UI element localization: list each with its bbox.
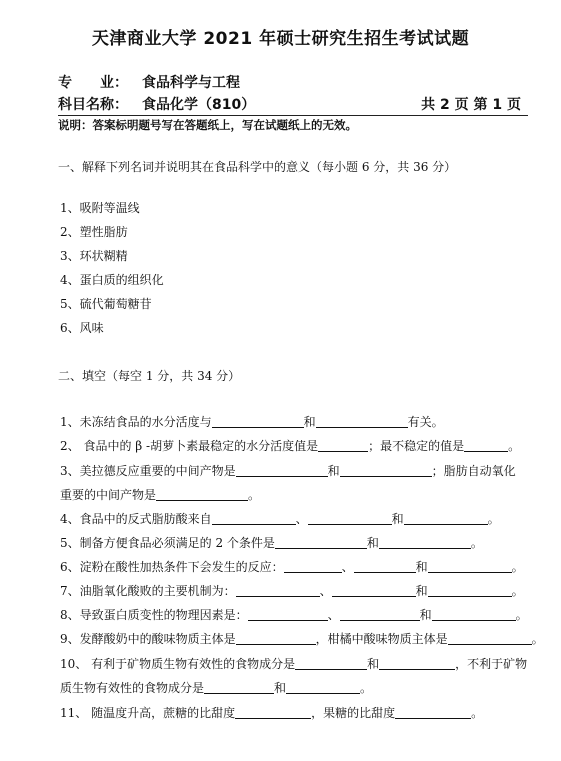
term-item: 4、蛋白质的组织化: [60, 273, 164, 287]
question-text: 。: [515, 608, 528, 622]
question-text: 和: [367, 657, 380, 671]
header-divider: [58, 115, 528, 116]
answer-blank: [236, 464, 328, 477]
page-info: 共 2 页 第 1 页: [421, 97, 521, 113]
question-text: ，柑橘中酸味物质主体是: [315, 632, 448, 646]
answer-blank: [404, 512, 488, 525]
term-item: 5、硫代葡萄糖苷: [60, 297, 152, 311]
question-text: 和: [419, 608, 432, 622]
fill-question-10-cont: [60, 679, 372, 696]
question-text: 11、 随温度升高，蔗糖的比甜度: [60, 706, 236, 720]
fill-question-11: [60, 704, 483, 721]
answer-blank: [428, 560, 512, 573]
answer-blank: [295, 657, 367, 670]
term-item: 3、环状糊精: [60, 249, 128, 263]
answer-blank: [275, 536, 367, 549]
fill-question-5: [60, 534, 483, 551]
answer-blank: [379, 657, 455, 670]
question-text: 质生物有效性的食物成分是: [60, 681, 205, 695]
subject-row: [58, 94, 255, 114]
question-text: 、: [327, 608, 340, 622]
answer-blank: [156, 488, 248, 501]
fill-question-4: [60, 510, 500, 527]
question-text: 。: [487, 512, 500, 526]
question-text: 。: [360, 681, 373, 695]
question-text: 和: [415, 584, 428, 598]
fill-question-7: [60, 582, 524, 599]
answer-blank: [432, 608, 516, 621]
answer-blank: [308, 512, 392, 525]
answer-blank: [248, 608, 328, 621]
question-text: 和: [303, 415, 316, 429]
term-item: 6、风味: [60, 321, 104, 335]
question-text: 和: [366, 536, 379, 550]
fill-question-8: [60, 606, 528, 623]
question-text: 8、导致蛋白质变性的物理因素是：: [60, 608, 248, 622]
subject-value: 食品化学（810）: [142, 97, 256, 113]
fill-question-9: [60, 630, 544, 647]
question-text: 5、制备方便食品必须满足的 2 个条件是: [60, 536, 275, 550]
fill-question-3-cont: [60, 486, 260, 503]
term-item: 2、塑性脂肪: [60, 225, 128, 239]
answer-blank: [318, 439, 368, 452]
answer-blank: [428, 584, 512, 597]
question-text: 有关。: [407, 415, 444, 429]
major-value: 食品科学与工程: [142, 75, 240, 91]
question-text: 7、油脂氧化酸败的主要机制为：: [60, 584, 236, 598]
question-text: 1、未冻结食品的水分活度与: [60, 415, 212, 429]
question-text: 、: [319, 584, 332, 598]
subject-label: 科目名称：: [58, 97, 128, 113]
answer-blank: [395, 706, 471, 719]
fill-question-3: [60, 462, 516, 479]
question-text: 和: [415, 560, 428, 574]
answer-blank: [448, 632, 532, 645]
instruction-note: 说明：答案标明题号写在答题纸上，写在试题纸上的无效。: [58, 118, 357, 132]
answer-blank: [354, 560, 416, 573]
question-text: 10、 有利于矿物质生物有效性的食物成分是: [60, 657, 296, 671]
question-text: 和: [391, 512, 404, 526]
question-text: 9、发酵酸奶中的酸味物质主体是: [60, 632, 236, 646]
answer-blank: [235, 706, 311, 719]
answer-blank: [332, 584, 416, 597]
term-item: 1、吸附等温线: [60, 201, 140, 215]
section1-heading: 一、解释下列名词并说明其在食品科学中的意义（每小题 6 分，共 36 分）: [58, 160, 457, 174]
question-text: 。: [248, 488, 261, 502]
answer-blank: [340, 608, 420, 621]
question-text: 3、美拉德反应重要的中间产物是: [60, 464, 236, 478]
question-text: 。: [470, 536, 483, 550]
fill-question-2: [60, 437, 520, 454]
question-text: ；最不稳定的值是: [368, 439, 465, 453]
answer-blank: [284, 560, 342, 573]
answer-blank: [236, 632, 316, 645]
question-text: 2、 食品中的 β -胡萝卜素最稳定的水分活度值是: [60, 439, 319, 453]
question-text: 和: [274, 681, 287, 695]
question-text: ，不利于矿物: [455, 657, 528, 671]
section2-heading: 二、填空（每空 1 分，共 34 分）: [58, 369, 241, 383]
answer-blank: [340, 464, 432, 477]
answer-blank: [379, 536, 471, 549]
major-row: [58, 72, 240, 92]
question-text: ；脂肪自动氧化: [431, 464, 516, 478]
question-text: 4、食品中的反式脂肪酸来自: [60, 512, 212, 526]
major-label: 专 业：: [58, 75, 128, 91]
answer-blank: [204, 681, 274, 694]
question-text: 6、淀粉在酸性加热条件下会发生的反应：: [60, 560, 284, 574]
question-text: 。: [511, 560, 524, 574]
exam-title: 天津商业大学 2021 年硕士研究生招生考试试题: [91, 29, 470, 49]
question-text: 。: [471, 706, 484, 720]
answer-blank: [212, 415, 304, 428]
question-text: 重要的中间产物是: [60, 488, 157, 502]
question-text: 、: [341, 560, 354, 574]
question-text: 和: [327, 464, 340, 478]
question-text: ，果糖的比甜度: [311, 706, 396, 720]
question-text: 。: [531, 632, 544, 646]
question-text: 。: [508, 439, 521, 453]
question-text: 、: [295, 512, 308, 526]
fill-question-6: [60, 558, 524, 575]
answer-blank: [286, 681, 360, 694]
answer-blank: [212, 512, 296, 525]
fill-question-1: [60, 413, 444, 430]
answer-blank: [316, 415, 408, 428]
fill-question-10: [60, 655, 527, 672]
answer-blank: [464, 439, 508, 452]
question-text: 。: [511, 584, 524, 598]
answer-blank: [236, 584, 320, 597]
